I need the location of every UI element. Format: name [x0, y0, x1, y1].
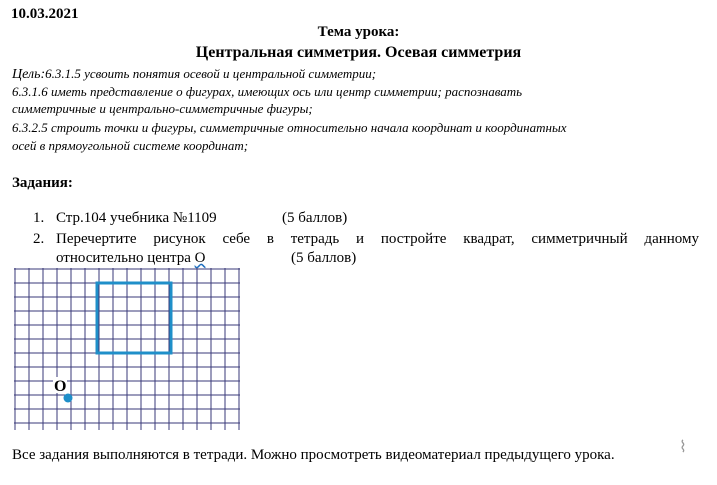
task-1-number: 1. — [33, 210, 45, 226]
task-2-text-line-1: Перечертите рисунок себе в тетрадь и постройте квадрат, симметричный данному — [56, 231, 699, 247]
lesson-title: Центральная симметрия. Осевая симметрия — [195, 44, 522, 61]
goal-line-5: осей в прямоугольной системе координат; — [12, 138, 249, 153]
task-1-points: (5 баллов) — [282, 210, 348, 226]
task-2-text-prefix: относительно центра — [56, 250, 195, 266]
goal-line-3: симметричные и центрально-симметричные фигуры; — [12, 101, 313, 116]
task-2-points: (5 баллов) — [291, 250, 357, 266]
tasks-heading: Задания: — [12, 175, 73, 191]
footer-note: Все задания выполняются в тетради. Можно просмотреть видеоматериал предыдущего урока. — [12, 447, 615, 463]
goal-line-2: 6.3.1.6 иметь представление о фигурах, имеющих ось или центр симметрии; распознавать — [12, 84, 523, 99]
grid-figure — [14, 268, 240, 430]
center-point-label: О — [54, 378, 67, 395]
task-1-text: Стр.104 учебника №1109 — [56, 210, 217, 226]
text-cursor-icon: ⌇ — [679, 439, 687, 456]
task-2-text-line-2 — [56, 250, 205, 267]
goal-line-4: 6.3.2.5 строить точки и фигуры, симметричные относительно начала координат и координатных — [12, 120, 567, 135]
center-point — [64, 394, 73, 403]
lesson-date: 10.03.2021 — [11, 6, 79, 22]
task-2-center-letter: О — [194, 250, 206, 266]
goal-line-1 — [12, 66, 376, 83]
goal-label: Цель: — [12, 67, 46, 82]
task-2-number: 2. — [33, 231, 45, 247]
topic-label: Тема урока: — [317, 24, 400, 40]
grid-lines — [14, 268, 240, 430]
given-square — [97, 283, 171, 353]
goal-text-1: 6.3.1.5 усвоить понятия осевой и центральной симметрии; — [45, 66, 377, 81]
